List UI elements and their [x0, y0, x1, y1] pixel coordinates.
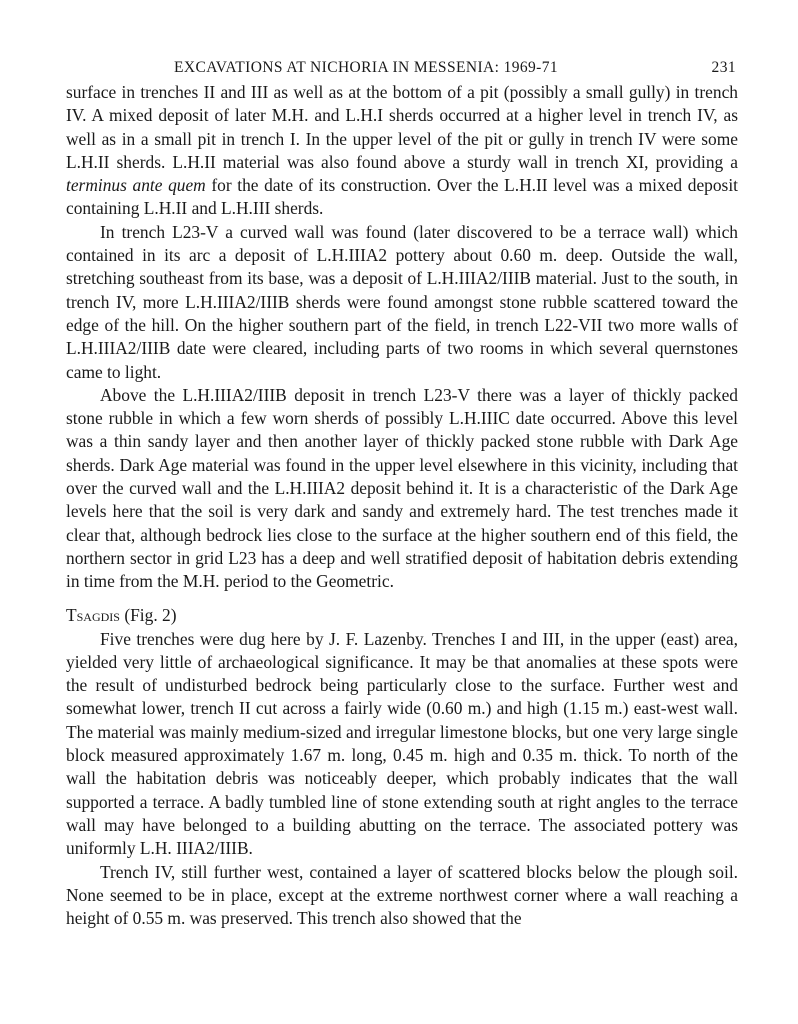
- page: [66, 55, 738, 930]
- body-text: [66, 81, 738, 930]
- running-title: EXCAVATIONS AT NICHORIA IN MESSENIA: 1969-71: [174, 59, 559, 76]
- italic-phrase: terminus ante quem: [66, 175, 206, 196]
- figure-reference: (Fig. 2): [124, 604, 177, 625]
- running-head: [66, 55, 738, 81]
- paragraph-3: Above the L.H.IIIA2/IIIB deposit in trench L23-V there was a layer of thickly packed stone rubble in which a few worn sherds of possibly L.H.IIIC date occurred. Above this level was a thin sandy layer and then another layer of thickly packed stone rubble with Dark Age sherds. Dark Age material was found in the upper level elsewhere in this vicinity, including that over the curved wall and the L.H.IIIA2 deposit behind it. It is a characteristic of the Dark Age levels here that the soil is very dark and sandy and extremely hard. The test trenches made it clear that, although bedrock lies close to the surface at the higher southern end of this field, the northern sector in grid L23 has a deep and well stratified deposit of habitation debris extending in time from the M.H. period to the Geometric.: [66, 384, 738, 592]
- paragraph-1-text: surface in trenches II and III as well as at the bottom of a pit (possibly a small gully) in trench IV. A mixed deposit of later M.H. and L.H.I sherds occurred at a higher level in trench IV, as well as in a small pit in trench I. In the upper level of the pit or gully in trench IV were some L.H.II sherds. L.H.II material was also found above a sturdy wall in trench XI, providing a: [66, 82, 738, 172]
- paragraph-5: Trench IV, still further west, contained a layer of scattered blocks below the plough soil. None seemed to be in place, except at the extreme northwest corner where a wall reaching a height of 0.55 m. was preserved. This trench also showed that the: [66, 861, 738, 929]
- paragraph-1-tail: for the date of its construction. Over the L.H.II level was a mixed deposit containing L.H.II and L.H.III sherds.: [66, 175, 738, 219]
- paragraph-1: [66, 81, 738, 221]
- paragraph-4: Five trenches were dug here by J. F. Lazenby. Trenches I and III, in the upper (east) area, yielded very little of archaeological significance. It may be that anomalies at these spots were the result of undisturbed bedrock being particularly close to the surface. Further west and somewhat lower, trench II cut across a fairly wide (0.60 m.) and high (1.15 m.) east-west wall. The material was mainly medium-sized and irregular limestone blocks, but one very large single block measured approximately 1.67 m. long, 0.45 m. high and 0.35 m. thick. To north of the wall the habitation debris was noticeably deeper, which probably indicates that the wall supported a terrace. A badly tumbled line of stone extending south at right angles to the terrace wall may have belonged to a building abutting on the terrace. The associated pottery was uniformly L.H. IIIA2/IIIB.: [66, 628, 738, 859]
- section-title: Tsagdis: [66, 604, 120, 625]
- page-number: 231: [711, 59, 736, 76]
- paragraph-2: In trench L23-V a curved wall was found (later discovered to be a terrace wall) which contained in its arc a deposit of L.H.IIIA2 pottery about 0.60 m. deep. Outside the wall, stretching southeast from its base, was a deposit of L.H.IIIA2/IIIB material. Just to the south, in trench IV, more L.H.IIIA2/IIIB sherds were found amongst stone rubble scattered toward the edge of the hill. On the higher southern part of the field, in trench L22-VII two more walls of L.H.IIIA2/IIIB date were cleared, including parts of two rooms in which several quernstones came to light.: [66, 221, 738, 382]
- section-heading: [66, 603, 738, 627]
